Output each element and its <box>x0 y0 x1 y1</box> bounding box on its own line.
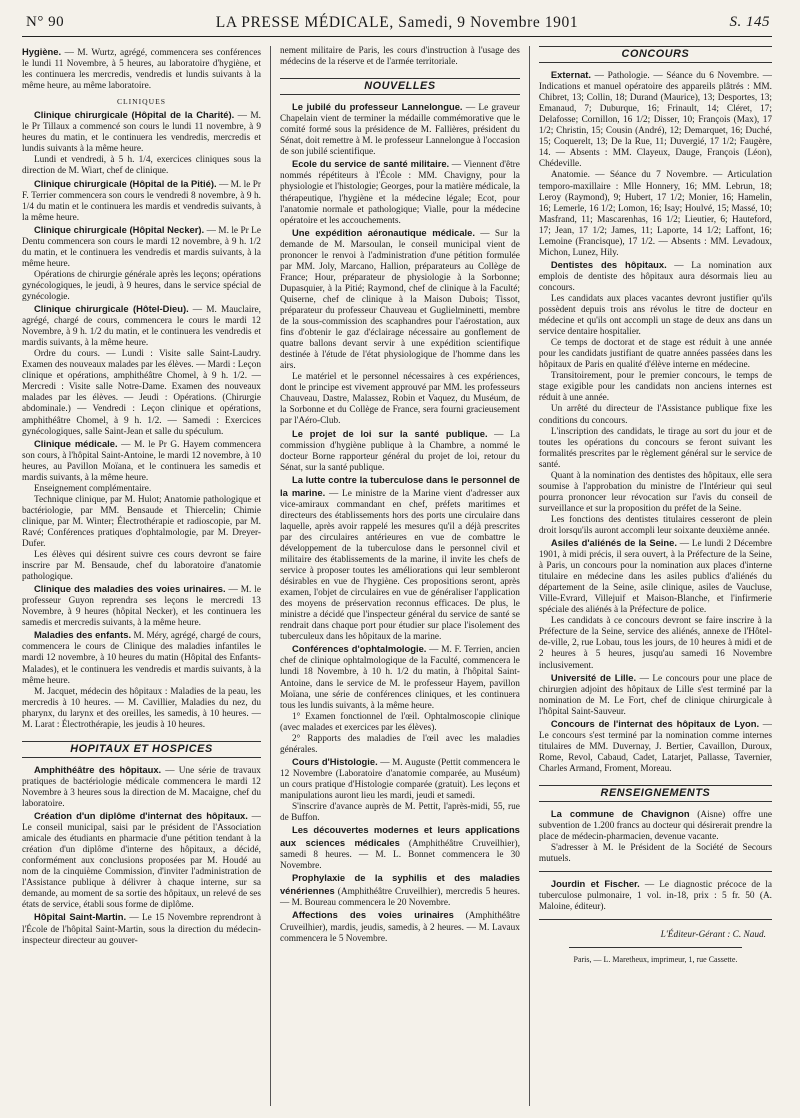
article-heading: Conférences d'ophtalmologie. <box>291 643 427 655</box>
article-heading: Clinique chirurgicale (Hôtel-Dieu). <box>34 303 189 315</box>
article <box>22 810 261 911</box>
article <box>22 178 261 224</box>
article-heading: Concours de l'internat des hôpitaux de Lyon. <box>550 717 760 729</box>
article-text: — Le diagnostic précoce de la tuberculose pulmonaire, 1 vol. in-18, prix : 5 fr. 50 (A. Maloine, éditeur). <box>538 880 772 913</box>
article-heading: Ecole du service de santé militaire. <box>291 158 450 170</box>
article-text: — Pathologie. — Séance du 6 Novembre. — Indications et manuel opératoire des appareils plâtrés : MM. Chibret, 13; Collin, 18; Durand (Maurice), 13; Desportes, 13; Emanaud, 7; Duburque, 16; Frinault, 14; Cléret, 17; Delafosse; Cornillon, 16 1/2; Disser, 10; François (Max), 17 1/2; Christin, 15; Cousin (André), 12; Demarquet, 16; Duché, 15; Coquerelt, 13; De la Rue, 11; Duvergié, 17 1/2; Faugère, 14. — Absents : MM. Clayeux, Dauge, François (Léon), Chédeville. <box>538 71 772 170</box>
article-text: — Le lundi 2 Décembre 1901, à midi précis, il sera ouvert, à la Préfecture de la Seine, à Paris, un concours pour la nomination aux places d'interne titulaire en médecine dans les asiles publics d'aliénés du département de la Seine, asile clinique, asiles de Vaucluse, Ville-Evrard, Villejuif et Maison-Blanche, et l'infirmerie spéciale des aliénés à la Préfecture de police. <box>538 539 772 616</box>
article-text: (Amphithéâtre Cruveilhier), mardis, jeudis, samedis, à 2 heures. — M. Lavaux commencera le 5 Novembre. <box>279 911 520 944</box>
article-text: — La nomination aux emplois de dentiste des hôpitaux aura désormais lieu au concours. <box>538 260 772 293</box>
column-2 <box>270 46 529 1106</box>
article-text: — M. Auguste (Pettit commencera le 12 Novembre (Laboratoire d'anatomie comparée, au Muséum) un cours pratique d'Histologie comparée (gratuit). Les leçons et manipulations auront lieu les mardi, jeudi et samedi. <box>279 757 520 801</box>
editor-signature: L'Éditeur-Gérant : C. Naud. <box>660 930 766 941</box>
article-text: — M. Wurtz, agrégé, commencera ses conférences le lundi 11 Novembre, à 5 heures, au laboratoire d'hygiène, et les continuera les mercredis, vendredis et lundis suivants à la même heure, au même laboratoire. <box>22 48 261 92</box>
article-text: — M. le Pr Tillaux a commencé son cours le lundi 11 novembre, à 9 heures du matin, et le continuera les vendredis, mercredis et lundis suivants à la même heure. <box>22 111 261 155</box>
paragraph: 1° Examen fonctionnel de l'œil. Ophtalmoscopie clinique (avec malades et exercices par les élèves). <box>279 711 520 733</box>
section-heading <box>22 741 261 758</box>
article-heading: Clinique chirurgicale (Hôpital de la Pitié). <box>34 177 217 189</box>
article-heading: Prophylaxie de la syphilis et des maladies vénériennes <box>279 872 520 897</box>
article-text: — Le 15 Novembre reprendront à l'École de l'hôpital Saint-Martin, sous la direction du médecin-inspecteur directeur au gouver- <box>22 913 261 946</box>
paragraph: M. Jacquet, médecin des hôpitaux : Maladies de la peau, les mercredis à 10 heures. — M. Cavillier, Maladies du nez, du pharynx, du larynx et des oreilles, les samedis, à 10 heures. — M. Larat : Électrothérapie, les jeudis à 10 heures. <box>22 686 261 730</box>
article <box>22 109 261 155</box>
section-title: NOUVELLES <box>280 78 520 95</box>
paragraph: nement militaire de Paris, les cours d'instruction à l'usage des médecins de la réserve et de l'armée territoriale. <box>279 46 520 68</box>
columns <box>22 46 772 1106</box>
paragraph: Transitoirement, pour le premier concours, le temps de stage exigible pour les candidats non anciens internes est réduit à une année. <box>538 371 772 404</box>
article-text: — M. le Pr F. Terrier commencera son cours le vendredi 8 novembre, à 9 h. 1/4 du matin et le continuera les mardis et vendredis suivants, à la même heure. <box>22 179 261 223</box>
article <box>22 46 261 92</box>
article <box>22 764 261 810</box>
article <box>280 872 520 909</box>
article-text: — M. le Pr Le Dentu commencera son cours le mardi 12 novembre, à 9 h. 1/2 du matin, et le continuera les vendredis et mardis suivants, à la même heure. <box>22 225 261 269</box>
divider <box>569 947 742 948</box>
paragraph: Technique clinique, par M. Hulot; Anatomie pathologique et bactériologie, par MM. Bensaude et Thiercelin; Chimie clinique, par M. Winter; Électrothérapie et radioscopie, par M. Ravé; Conférences pratiques d'ophtalmologie, par M. Dreyer-Dufer. <box>22 494 261 550</box>
article <box>539 808 772 843</box>
masthead <box>22 0 772 40</box>
article-text: — M. le professeur Guyon reprendra ses leçons le mercredi 13 Novembre, à 9 heures (hôpital Necker), et les continuera les samedis et mercredis suivants, à la même heure. <box>22 585 261 629</box>
article-heading: Clinique médicale. <box>34 437 118 449</box>
article-text: (Amphithéâtre Cruveilhier), mercredis 5 heures. — M. Boureau commencera le 20 Novembre. <box>279 887 520 909</box>
divider <box>539 871 772 872</box>
article <box>280 227 520 373</box>
article-text: — Une série de travaux pratiques de bactériologie médicale commencera le mardi 12 Novembre à 3 heures sous la direction de M. Macaigne, chef du laboratoire. <box>22 765 261 809</box>
article-heading: Clinique des maladies des voies urinaires. <box>34 583 226 595</box>
divider <box>539 919 772 920</box>
article <box>280 474 520 644</box>
article-heading: Amphithéâtre des hôpitaux. <box>34 763 162 775</box>
article-text: — Le ministre de la Marine vient d'adresser aux vice-amiraux commandant en chef, préfets maritimes et directeurs des établissements hors des ports une circulaire dans laquelle, après avoir rappelé les mesures qu'il a déjà prescrites par des circulaires antérieures en vue de combattre le développement de la tuberculose dans le personnel civil et militaire des établissements de la marine, il invite les chefs de service à proposer toutes les améliorations qui leur sembleront désirables en vue de l'hygiène. Ces propositions seront, après examen, l'objet de circulaires en vue de généraliser l'application des moyens de préservation reconnus efficaces. De plus, le ministre a décidé que l'inspecteur général du service de santé se rendrait dans chaque port pour étudier sur place l'isolement des tuberculeux dans les hôpitaux de la marine. <box>279 488 520 643</box>
article-heading: Maladies des enfants. <box>34 629 132 641</box>
article-text: — Viennent d'être nommés répétiteurs à l'École : MM. Chavigny, pour la physiologie et l'histologie; Georges, pour la matière médicale, la thérapeutique, l'hygiène et la médecine légale; Ecot, pour l'anatomie normale et pathologique; Vialle, pour la médecine opératoire et les accouchements. <box>279 160 520 226</box>
article <box>539 259 772 294</box>
paragraph: Anatomie. — Séance du 7 Novembre. — Articulation temporo-maxillaire : Mlle Honnery, 16; MM. Lebrun, 18; Leroy (Raymond), 9; Hubert, 17 1/2; Monier, 16; Hamelin, 16; Lemerle, 16 1/2; Lomon, 16; Isay; Houlvé, 15; Massé, 10; Masfrand, 11; Mascarenhas, 16 1/2; Lieutier, 6; Hauteford, 17; Jean, 17 1/2; James, 11; Laporte, 14 1/2; Laffont, 16; Lemoine (Francisque), 17 1/2. — Absents : MM. Levadoux, Michon, Lunez, Hily. <box>538 170 772 258</box>
column-3 <box>529 46 772 1106</box>
paragraph: Quant à la nomination des dentistes des hôpitaux, elle sera soumise à l'approbation du ministre de l'Intérieur qui seul pourra prononcer leur révocation sur l'avis du conseil de surveillance et sur la proposition du préfet de la Seine. <box>538 470 772 514</box>
article-heading: Université de Lille. <box>550 671 637 683</box>
article <box>280 101 520 158</box>
article-text: — Le concours pour une place de chirurgien adjoint des hôpitaux de Lille s'est terminé par la nomination de M. Le Fort, chef de clinique chirurgicale à l'hôpital Saint-Sauveur. <box>538 673 772 717</box>
article <box>22 629 261 686</box>
subheading: CLINIQUES <box>116 97 167 107</box>
paragraph: L'inscription des candidats, le tirage au sort du jour et de toutes les opérations du concours se feront suivant les formalités prescrites par le règlement général sur le service de santé. <box>538 426 772 470</box>
article-text: — M. Mauclaire, agrégé, chargé de cours, commencera le cours le mardi 12 Novembre, à 9 h. 1/2 du matin, et le continuera les vendredis et mardis suivants, à la même heure. <box>22 305 261 349</box>
paragraph: Les élèves qui désirent suivre ces cours devront se faire inscrire par M. Bensaude, chef du laboratoire d'anatomie pathologique. <box>22 550 261 583</box>
article <box>22 438 261 484</box>
article <box>539 537 772 616</box>
section-heading <box>280 78 520 95</box>
paragraph: Les candidats à ce concours devront se faire inscrire à la Préfecture de la Seine, service des aliénés, annexe de l'Hôtel-de-ville, 2, rue Lobau, tous les jours, de 10 heures à midi et de 2 heures à 5 heures, jusqu'au samedi 16 Novembre inclusivement. <box>538 616 772 671</box>
article-heading: Création d'un diplôme d'internat des hôpitaux. <box>34 810 248 822</box>
section-title: RENSEIGNEMENTS <box>539 785 772 802</box>
paragraph: S'inscrire d'avance auprès de M. Pettit, l'après-midi, 55, rue de Buffon. <box>279 802 520 824</box>
article <box>280 756 520 802</box>
paragraph: Les candidats aux places vacantes devront justifier qu'ils possèdent depuis trois ans révolus le titre de docteur en médecine et qu'ils ont accompli un stage de deux ans dans un service dentaire hospitalier. <box>538 293 772 338</box>
article <box>280 428 520 474</box>
article-heading: Le projet de loi sur la santé publique. <box>291 427 488 439</box>
page-number: S. 145 <box>729 14 770 30</box>
section-heading <box>539 785 772 802</box>
issue-number: N° 90 <box>26 14 65 30</box>
article-text: — Le conseil municipal, saisi par le président de l'Association amicale des étudiants en pharmacie d'une pétition tendant à la création d'un diplôme d'interne des hôpitaux, a décidé, conformément aux conclusions proposées par M. Houdé au nom de la cinquième Commission, d'inviter l'administration de l'Assistance publique à délivrer à chaque interne, sur sa demande, au moment de sa sortie des hôpitaux, un relevé de ses états de service, établi sous forme de diplôme. <box>22 812 261 911</box>
paragraph: 2° Rapports des maladies de l'œil avec les maladies générales. <box>279 733 520 755</box>
article-text: (Aisne) offre une subvention de 1.200 francs au docteur qui désirerait prendre la place de médecin-pharmacien, devenue vacante. <box>538 810 772 843</box>
article-heading: Les découvertes modernes et leurs applications aux sciences médicales <box>279 824 520 849</box>
paragraph: Les fonctions des dentistes titulaires cesseront de plein droit lorsqu'ils auront accompli leur soixante deuxième année. <box>538 514 772 536</box>
article-text: M. Méry, agrégé, chargé de cours, commencera le cours de Clinique des maladies infantiles le mardi 12 novembre, à 10 heures du matin (Hôpital des Enfants-Malades), et le continuera les vendredis et mardis suivants, à la même heure. <box>22 631 261 686</box>
article <box>280 909 520 944</box>
article-heading: Une expédition aéronautique médicale. <box>291 226 475 238</box>
article-text: — Le graveur Chapelain vient de terminer la médaille commémorative que le comité formé sous la présidence de M. Fallières, président du Sénat, doit remettre à M. le professeur Lannelongue à l'occasion de son jubilé scientifique. <box>279 103 520 158</box>
article-heading: Jourdin et Fischer. <box>550 878 640 890</box>
article-heading: La commune de Chavignon <box>550 808 690 820</box>
article-heading: Le jubilé du professeur Lannelongue. <box>291 101 463 113</box>
article <box>22 911 261 946</box>
article-heading: Asiles d'aliénés de la Seine. <box>550 537 677 549</box>
printer-line: Paris, — L. Maretheux, imprimeur, 1, rue Cassette. <box>573 955 738 965</box>
article-heading: La lutte contre la tuberculose dans le personnel de la marine. <box>279 473 520 498</box>
paragraph: Un arrêté du directeur de l'Assistance publique fixe les conditions du concours. <box>538 404 772 426</box>
article <box>539 69 772 170</box>
paragraph: Lundi et vendredi, à 5 h. 1/4, exercices cliniques sous la direction de M. Wiart, chef de clinique. <box>22 155 261 177</box>
article <box>280 158 520 226</box>
article-text: — La commission d'hygiène publique à la Chambre, a nommé le docteur Borne rapporteur général du projet de loi, retour du Sénat, sur la santé publique. <box>279 429 520 473</box>
article <box>539 718 772 775</box>
article-heading: Dentistes des hôpitaux. <box>550 258 667 270</box>
article-heading: Clinique chirurgicale (Hôpital Necker). <box>34 223 205 235</box>
section-title: HOPITAUX ET HOSPICES <box>22 741 261 758</box>
article-text: — M. le Pr G. Hayem commencera son cours, à l'hôpital Saint-Antoine, le mardi 12 novembre, à 10 heures, au Pavillon Moïana, et le continuera les samedis et mardis suivants, à la même heure. <box>22 439 261 483</box>
article <box>539 878 772 913</box>
section-heading <box>539 46 772 63</box>
article-text: — M. F. Terrien, ancien chef de clinique ophtalmologique de la Faculté, commencera le lundi 18 Novembre, à 10 h. 1/2 du matin, à l'hôpital Saint-Antoine, dans le service de M. le professeur Hayem, pavillon Moïana, une série de conférences cliniques, et les continuera tous les lundis suivants, à la même heure. <box>279 645 520 711</box>
article <box>280 824 520 872</box>
article <box>22 303 261 349</box>
paragraph: Opérations de chirurgie générale après les leçons; opérations gynécologiques, le jeudi, à 9 heures, dans le service spécial de gynécologie. <box>22 269 261 302</box>
article-heading: Clinique chirurgicale (Hôpital de la Charité). <box>34 109 235 121</box>
article-heading: Hôpital Saint-Martin. <box>34 911 127 923</box>
article-text: (Amphithéâtre Cruveilhier), samedi 8 heures. — M. L. Bonnet commencera le 30 Novembre. <box>279 839 520 872</box>
section-title: CONCOURS <box>539 46 772 63</box>
journal-title: LA PRESSE MÉDICALE, Samedi, 9 Novembre 1901 <box>215 14 579 31</box>
article-text: — Le concours s'est terminé par la nomination comme internes titulaires de MM. Duvernay, J. Bertier, Cavaillon, Duroux, Rome, Revol, Cabaud, Cadet, Latarjet, Pallasse, Tavernier, Charles Armand, Froment, Moreau. <box>538 719 772 774</box>
paragraph: Ordre du cours. — Lundi : Visite salle Saint-Laudry. Examen des nouveaux malades par les élèves. — Mardi : Leçon clinique et opérations, amphithéâtre Chomel, à 9 h. 1/2. — Mercredi : Visite salle Notre-Dame. Examen des nouveaux malades par les élèves. — Jeudi : Opérations. (Chirurgie abdominale.) — Vendredi : Leçon clinique et opérations, amphithéâtre Chomel, à 9 h. 1/2. — Samedi : Exercices gynécologiques, salle Saint-Jean et salle du spéculum. <box>22 349 261 437</box>
paragraph: Ce temps de doctorat et de stage est réduit à une année pour les candidats justifiant de quatre années passées dans les hôpitaux de Paris en qualité d'élève interne en médecine. <box>538 338 772 371</box>
article-heading: Cours d'Histologie. <box>291 755 378 767</box>
article-text: — Sur la demande de M. Marsoulan, le conseil municipal vient de prononcer le renvoi à l'administration d'une pétition formulée par MM. Joly, Marcano, Hallion, préparateurs au Collège de France; Hour, préparateur de physiologie à la Sorbonne; Dupasquier, à la Pitié; Raymond, chef de clinique à la Faculté; Quiserne, chef de clinique à la Maison Dubois; Tissot, préparateur du professeur Chauveau et Guglielminetti, membre de la sous-commission des scaphandres pour l'aérostation, aux fins d'obtenir le gaz d'éclairage nécessaire au gonflement de quatre ballons devant servir à une expédition scientifique destinée à l'étude de l'état physiologique de l'homme dans les airs. <box>279 228 520 372</box>
article-heading: Affections des voies urinaires <box>291 909 454 921</box>
paragraph: Enseignement complémentaire. <box>34 483 152 494</box>
paragraph: Le matériel et le personnel nécessaires à ces expériences, dont le principe est vivement approuvé par MM. les professeurs Chauveau, Dastre, Malassez, Robin et Vaquez, du Muséum, de la Sorbonne et du Collège de France, sera fourni gracieusement par l'Aéro-Club. <box>279 372 520 427</box>
article <box>22 583 261 629</box>
masthead-rule <box>22 36 772 37</box>
article <box>539 672 772 718</box>
article <box>22 224 261 270</box>
article-heading: Externat. <box>550 69 592 81</box>
article-heading: Hygiène. <box>22 46 62 57</box>
article <box>280 643 520 711</box>
paragraph: S'adresser à M. le Président de la Société de Secours mutuels. <box>538 843 772 865</box>
column-1 <box>22 46 270 1106</box>
